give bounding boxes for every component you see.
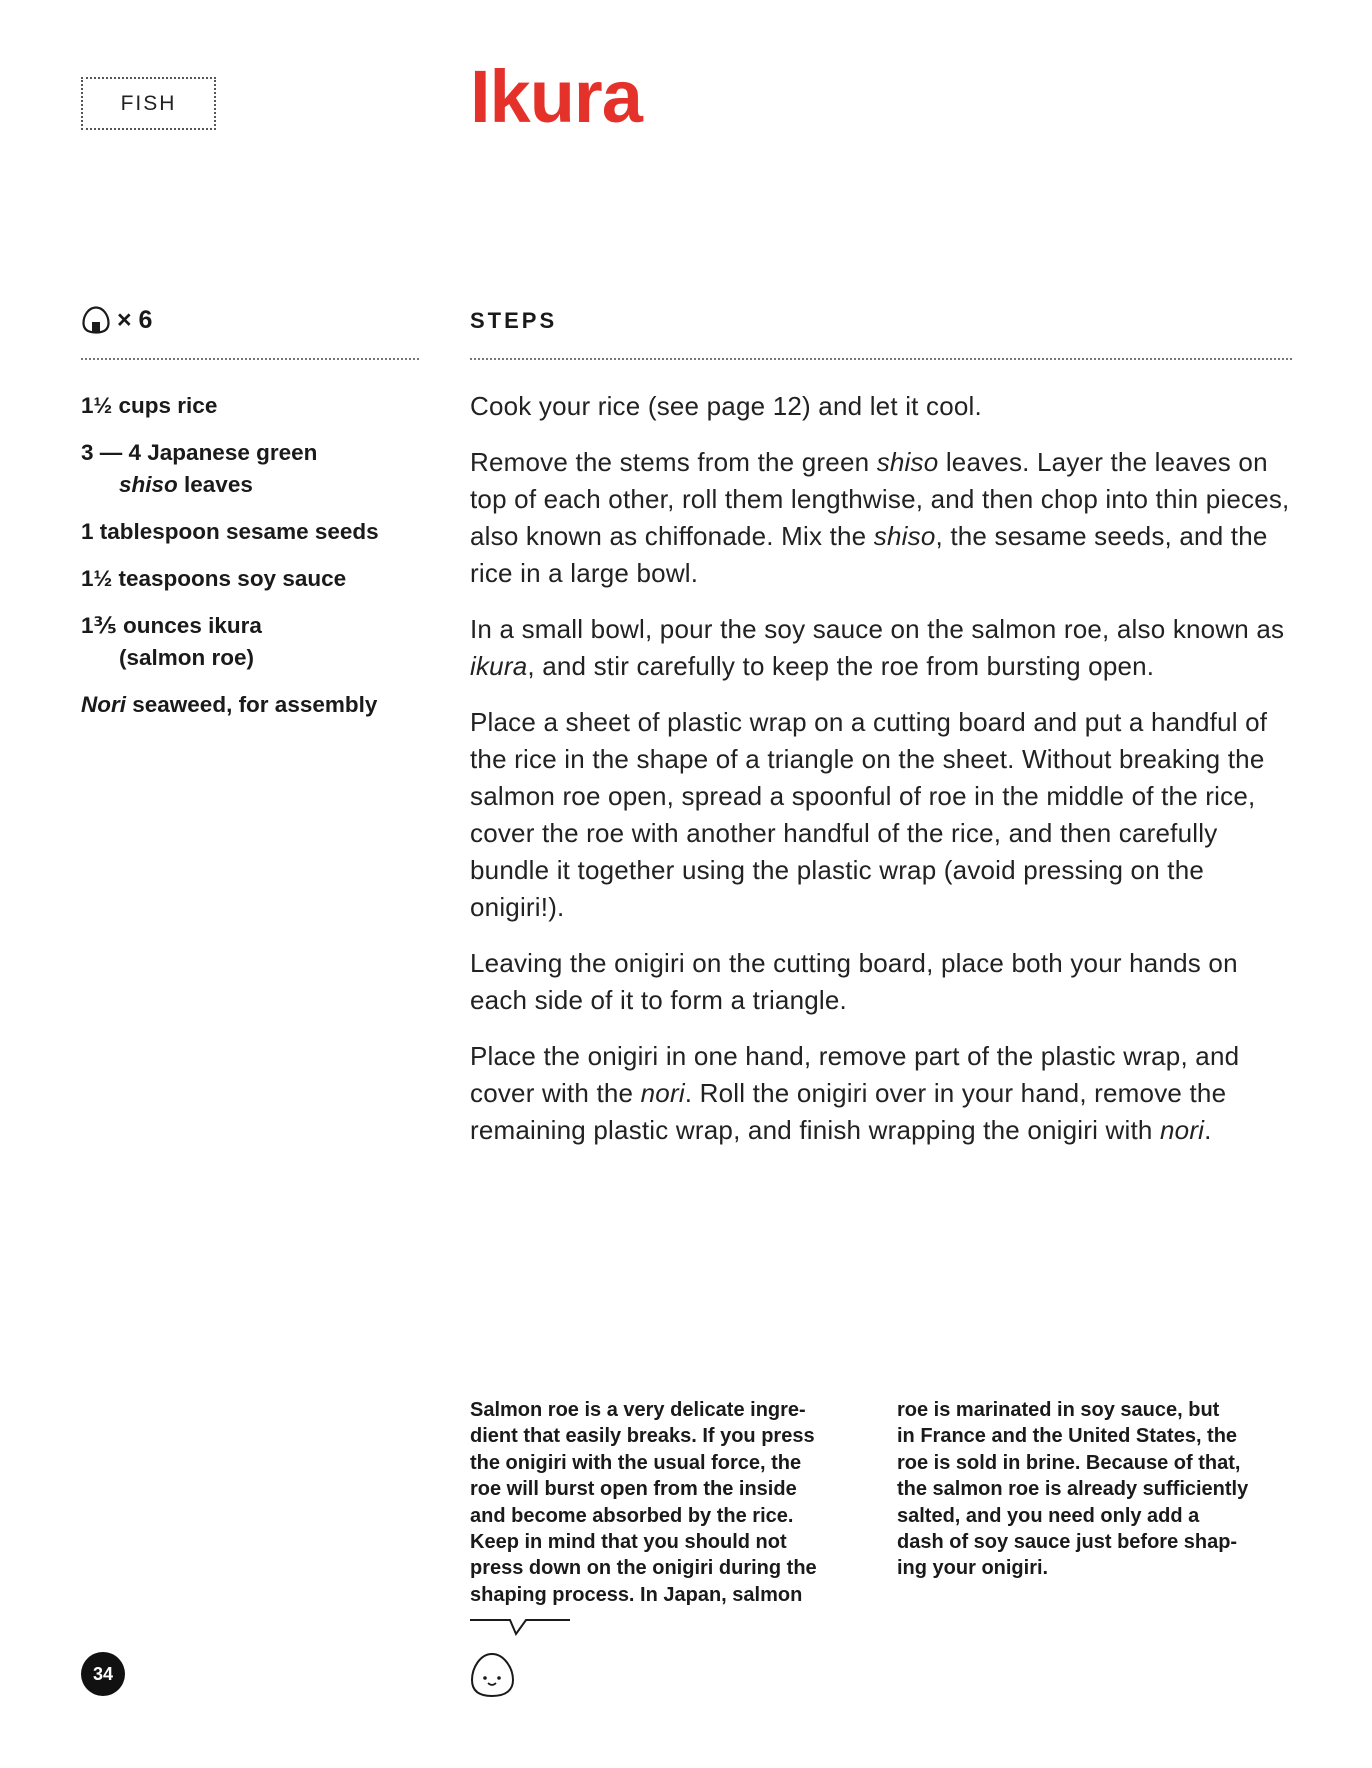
category-tag: [81, 77, 216, 130]
ingredient-list: [81, 390, 426, 736]
category-label: FISH: [120, 91, 177, 115]
ingredient-item: Nori seaweed, for assembly: [81, 692, 378, 717]
steps-divider: [470, 358, 1292, 360]
onigiri-icon: [81, 305, 111, 335]
step-paragraph: Place the onigiri in one hand, remove part of the plastic wrap, and cover with the nori. Roll the onigiri over in your hand, remove the remaining plastic wrap, and finish wrapping the onigiri with nori.: [470, 1041, 1240, 1145]
speech-bubble-tail: [470, 1618, 580, 1714]
tip-note-left: Salmon roe is a very delicate ingre- dient that easily breaks. If you press the onigiri with the usual force, the roe will burst open from the inside and become absorbed by the rice. Keep in mind that you should not press down on the onigiri during the shaping process. In Japan, salmon: [470, 1399, 817, 1606]
ingredient-item: 1½ cups rice: [81, 393, 218, 418]
steps-heading: STEPS: [470, 308, 558, 333]
servings: [81, 305, 152, 335]
steps-list: [470, 388, 1300, 1168]
ingredient-item: 1½ teaspoons soy sauce: [81, 566, 347, 591]
ingredients-divider: [81, 358, 419, 360]
tip-note-right: roe is marinated in soy sauce, but in France and the United States, the roe is sold in brine. Because of that, the salmon roe is already sufficiently salted, and you need only add a dash of soy sauce just before shap- ing your onigiri.: [897, 1399, 1249, 1580]
step-paragraph: Leaving the onigiri on the cutting board, place both your hands on each side of it to form a triangle.: [470, 948, 1238, 1015]
step-paragraph: Cook your rice (see page 12) and let it cool.: [470, 391, 982, 421]
step-paragraph: Place a sheet of plastic wrap on a cutting board and put a handful of the rice in the shape of a triangle on the sheet. Without breaking the salmon roe open, spread a spoonful of roe in the middle of the rice, cover the roe with another handful of the rice, and then carefully bundle it together using the plastic wrap (avoid pressing on the onigiri!).: [470, 707, 1268, 922]
ingredient-item: 3 — 4 Japanese green shiso leaves: [81, 440, 318, 497]
ingredient-item: 1 tablespoon sesame seeds: [81, 519, 379, 544]
ingredient-item: 1⅗ ounces ikura (salmon roe): [81, 613, 262, 670]
page-number-badge: 34: [81, 1652, 125, 1696]
recipe-title: Ikura: [470, 55, 642, 138]
servings-count: × 6: [117, 305, 153, 334]
step-paragraph: In a small bowl, pour the soy sauce on the salmon roe, also known as ikura, and stir carefully to keep the roe from bursting open.: [470, 614, 1285, 681]
step-paragraph: Remove the stems from the green shiso leaves. Layer the leaves on top of each other, roll them lengthwise, and then chop into thin pieces, also known as chiffonade. Mix the shiso, the sesame seeds, and the rice in a large bowl.: [470, 447, 1290, 588]
smiling-onigiri-icon: [472, 1654, 513, 1696]
